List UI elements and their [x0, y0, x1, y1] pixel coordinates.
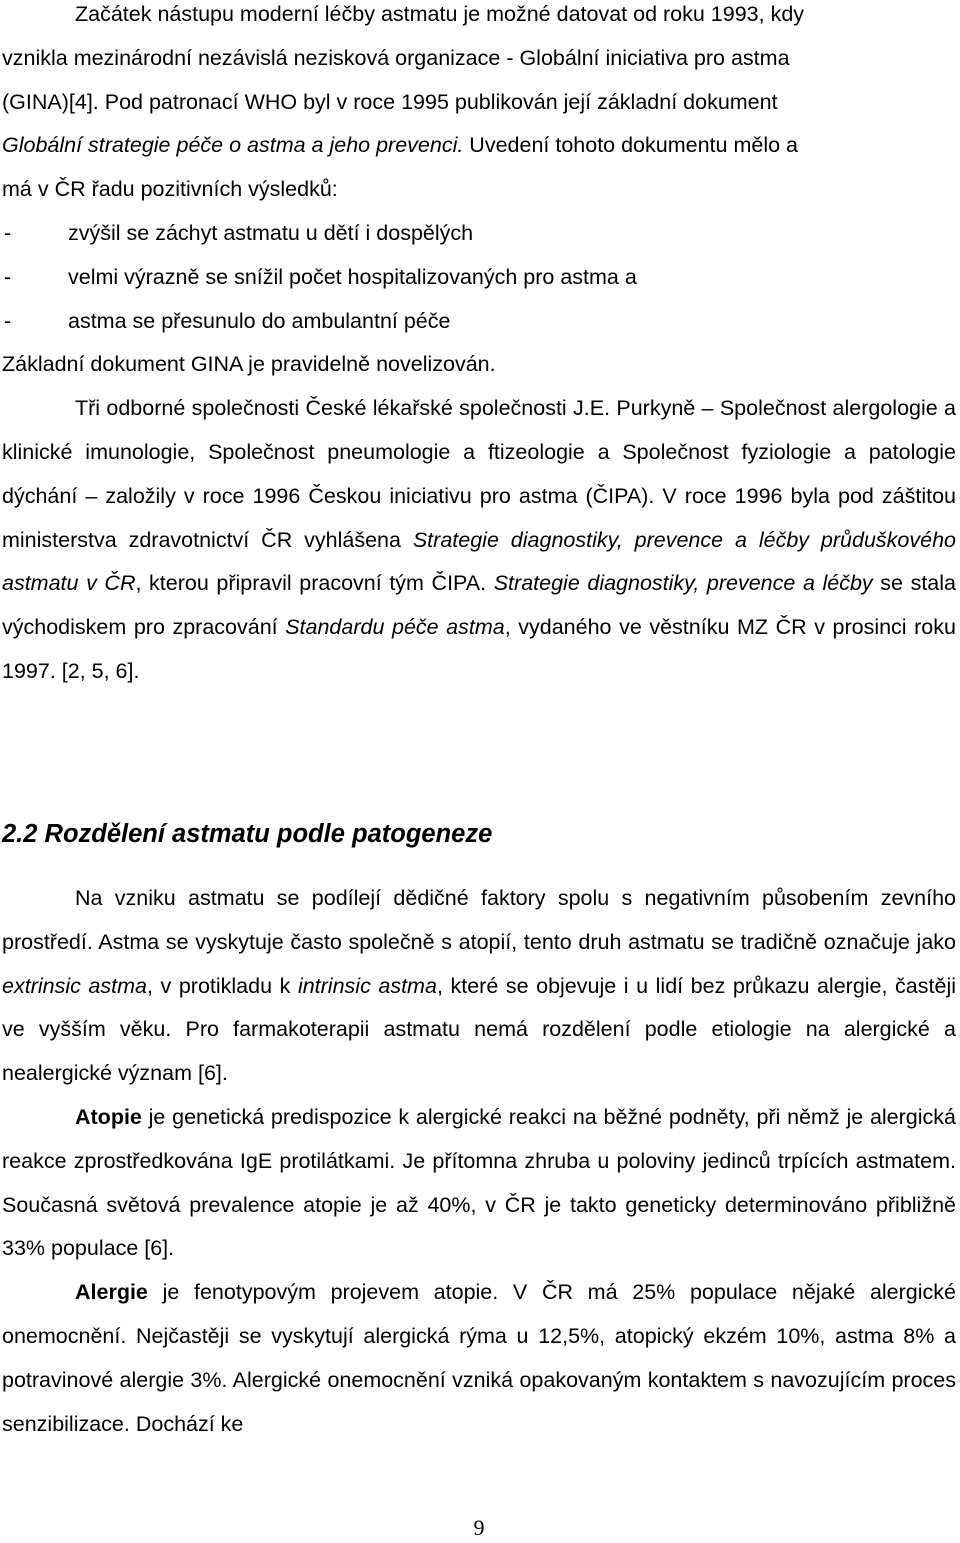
text-run: , kterou připravil pracovní tým ČIPA. [135, 571, 494, 596]
text-run: je genetická predispozice k alergické reakci na běžné podněty, při němž je alergická reakce zprostředkována IgE protilátkami. Je přítomna zhruba u poloviny jedinců trpících astmatem. Současná světová prevalence atopie je až 40%, v ČR je takto geneticky determinováno přibližně 33% populace [6]. [2, 1104, 956, 1261]
text-line: má v ČR řadu pozitivních výsledků: [2, 177, 338, 202]
text-run: Tři odborné společnosti České lékařské společnosti J.E. Purkyně – Společnost alergologie a klinické imunologie, Společnost pneumologie a ftizeologie a Společnost fyziologie a patologie dýchání – založily v roce 1996 Českou iniciativu pro astma (ČIPA). V roce 1996 byla pod záštitou ministerstva zdravotnictví ČR vyhlášena [2, 396, 956, 552]
term-italic: extrinsic astma [2, 973, 147, 998]
document-page [2, 0, 956, 1543]
standard-title-italic: Standardu péče astma [285, 615, 505, 640]
text-line: Uvedení tohoto dokumentu mělo a [463, 133, 798, 158]
text-line: Začátek nástupu moderní léčby astmatu je možné datovat od roku 1993, kdy [75, 2, 805, 26]
paragraph-gina-novelization [2, 343, 956, 387]
list-dash: - [4, 264, 12, 289]
text-run: , které se objevuje i u lidí bez průkazu alergie, častěji ve vyšším věku. Pro farmakoterapii astmatu nemá rozdělení podle etiologie na alergické a nealergické význam [6]. [2, 973, 956, 1086]
list-dash: - [4, 308, 12, 333]
page-number: 9 [473, 1515, 485, 1540]
paragraph-allergy [2, 1271, 956, 1446]
section-heading: 2.2 Rozdělení astmatu podle patogeneze [2, 820, 493, 848]
list-item-text: astma se přesunulo do ambulantní péče [68, 308, 451, 333]
list-item [2, 212, 956, 256]
paragraph-gina-line3 [2, 81, 956, 125]
paragraph-hereditary-factors [2, 877, 956, 1096]
results-list [2, 212, 956, 343]
text-run: , v protikladu k [146, 973, 298, 998]
list-item [2, 300, 956, 344]
text-line: vznikla mezinárodní nezávislá nezisková organizace - Globální iniciativa pro astma [2, 45, 790, 70]
paragraph-gina-line1 [2, 0, 956, 37]
paragraph-cipa [2, 387, 956, 694]
section-pathogenesis [2, 877, 956, 1446]
paragraph-gina-line5 [2, 168, 956, 212]
text-run: , vydaného ve věstníku MZ ČR v prosinci roku 1997. [2, 5, 6]. [2, 615, 956, 683]
strategy-title-italic: Strategie diagnostiky, prevence a léčby [493, 571, 873, 596]
paragraph-atopy [2, 1096, 956, 1271]
list-item-text: zvýšil se záchyt astmatu u dětí i dospělých [68, 220, 474, 245]
text-run: je fenotypovým projevem atopie. V ČR má 25% populace nějaké alergické onemocnění. Nejčastěji se vyskytují alergická rýma u 12,5%, atopický ekzém 10%, astma 8% a potravinové alergie 3%. Alergické onemocnění vzniká opakovaným kontaktem s navozujícím proces senzibilizace. Dochází ke [2, 1280, 956, 1436]
term-italic: intrinsic astma [297, 973, 437, 998]
text-line: (GINA)[4]. Pod patronací WHO byl v roce 1995 publikován její základní dokument [2, 89, 778, 114]
text-line: Základní dokument GINA je pravidelně novelizován. [2, 352, 496, 377]
document-title-italic: Globální strategie péče o astma a jeho prevenci. [2, 133, 464, 158]
term-bold: Atopie [75, 1104, 142, 1129]
text-run: Na vzniku astmatu se podílejí dědičné faktory spolu s negativním působením zevního prostředí. Astma se vyskytuje často společně s atopií, tento druh astmatu se tradičně označuje jako [2, 886, 956, 954]
list-dash: - [4, 220, 12, 245]
section-gina-history [2, 0, 956, 694]
term-bold: Alergie [75, 1280, 148, 1305]
list-item-text: velmi výrazně se snížil počet hospitalizovaných pro astma a [68, 264, 637, 289]
paragraph-gina-line4 [2, 124, 956, 168]
list-item [2, 256, 956, 300]
paragraph-gina-line2 [2, 37, 956, 81]
text-run: se stala východiskem pro zpracování [2, 571, 956, 640]
strategy-title-italic: Strategie diagnostiky, prevence a léčby průduškového astmatu v ČR [2, 527, 956, 596]
